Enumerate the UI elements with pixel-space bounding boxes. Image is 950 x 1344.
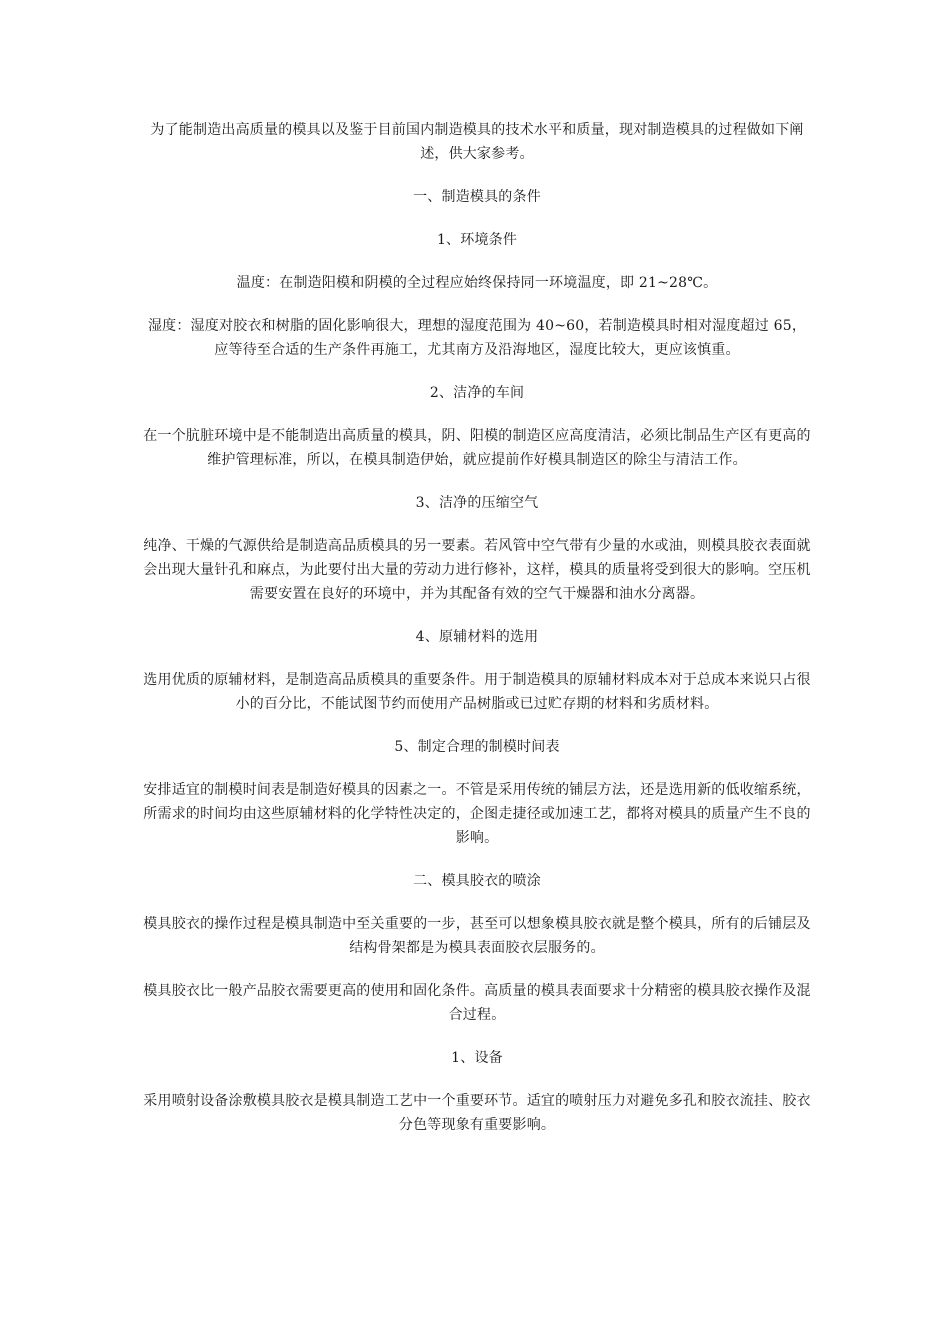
subsection-1-5-heading: 5、制定合理的制模时间表 [394,739,560,755]
section-1-heading: 一、制造模具的条件 [413,189,541,205]
gelcoat-paragraph-2: 模具胶衣比一般产品胶衣需要更高的使用和固化条件。高质量的模具表面要求十分精密的模具胶衣操作及混合过程。 [143,983,811,1023]
temperature-paragraph: 温度：在制造阳模和阴模的全过程应始终保持同一环境温度，即 21~28℃。 [236,275,718,291]
gelcoat-paragraph-1: 模具胶衣的操作过程是模具制造中至关重要的一步，甚至可以想象模具胶衣就是整个模具，所有的后铺层及结构骨架都是为模具表面胶衣层服务的。 [143,916,811,956]
intro-paragraph: 为了能制造出高质量的模具以及鉴于目前国内制造模具的技术水平和质量，现对制造模具的过程做如下阐述，供大家参考。 [150,122,804,162]
schedule-paragraph: 安排适宜的制模时间表是制造好模具的因素之一。不管是采用传统的铺层方法，还是选用新的低收缩系统，所需求的时间均由这些原辅材料的化学特性决定的，企图走捷径或加速工艺，都将对模具的质量产生不良的影响。 [143,782,811,846]
subsection-2-1-heading: 1、设备 [451,1050,503,1066]
clean-workshop-paragraph: 在一个肮脏环境中是不能制造出高质量的模具，阴、阳模的制造区应高度清洁，必须比制品生产区有更高的维护管理标准，所以，在模具制造伊始，就应提前作好模具制造区的除尘与清洁工作。 [143,428,811,468]
subsection-1-3-heading: 3、洁净的压缩空气 [415,495,539,511]
subsection-1-1-heading: 1、环境条件 [436,232,518,248]
materials-paragraph: 选用优质的原辅材料，是制造高品质模具的重要条件。用于制造模具的原辅材料成本对于总成本来说只占很小的百分比，不能试图节约而使用产品树脂或已过贮存期的材料和劣质材料。 [143,672,811,712]
equipment-paragraph: 采用喷射设备涂敷模具胶衣是模具制造工艺中一个重要环节。适宜的喷射压力对避免多孔和胶衣流挂、胶衣分色等现象有重要影响。 [143,1093,811,1133]
section-2-heading: 二、模具胶衣的喷涂 [413,873,541,889]
humidity-paragraph: 湿度：湿度对胶衣和树脂的固化影响很大，理想的湿度范围为 40~60，若制造模具时相对湿度超过 65，应等待至合适的生产条件再施工，尤其南方及沿海地区，湿度比较大，更应该慎重。 [147,318,807,358]
subsection-1-4-heading: 4、原辅材料的选用 [415,629,539,645]
document-body [143,118,811,1156]
subsection-1-2-heading: 2、洁净的车间 [429,385,525,401]
compressed-air-paragraph: 纯净、干燥的气源供给是制造高品质模具的另一要素。若风管中空气带有少量的水或油，则模具胶衣表面就会出现大量针孔和麻点，为此要付出大量的劳动力进行修补，这样，模具的质量将受到很大的影响。空压机需要安置在良好的环境中，并为其配备有效的空气干燥器和油水分离器。 [143,538,811,602]
